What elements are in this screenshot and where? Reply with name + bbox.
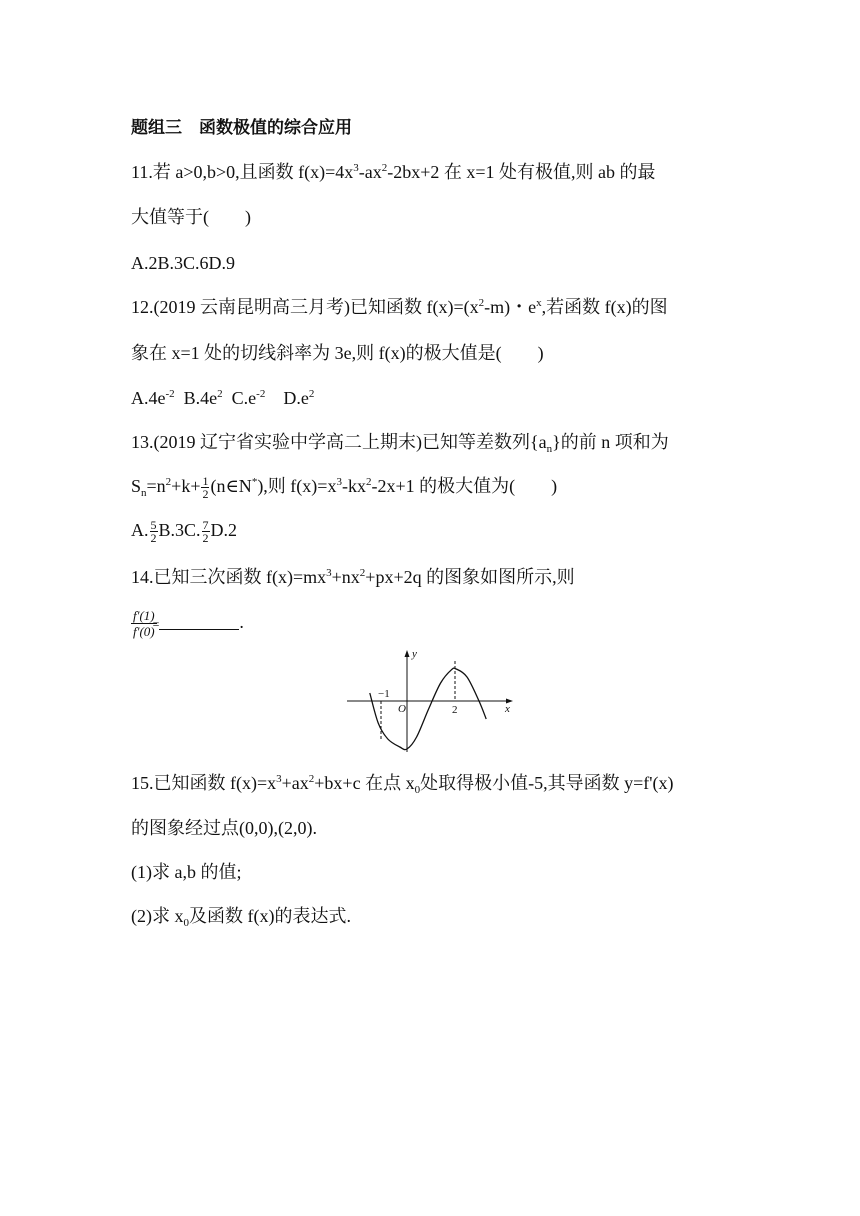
- q15-sup3: 3: [276, 773, 282, 785]
- q15-text-a: 15.已知函数 f(x)=x: [131, 773, 277, 793]
- tick-label-neg1: −1: [378, 688, 390, 700]
- q14-line1: [131, 565, 575, 589]
- q13-text-k: +k+: [171, 476, 201, 496]
- q11-options: A.2B.3C.6D.9: [131, 253, 236, 273]
- q13-text-kx: -kx: [341, 476, 366, 496]
- q12-options: [131, 386, 314, 410]
- q14-answer-blank: [159, 615, 239, 630]
- q13-opt-a-frac: [150, 519, 158, 544]
- q13-options: [131, 518, 237, 544]
- q13-sup2b: 2: [365, 476, 372, 488]
- q13-frac-den: 2: [202, 487, 209, 502]
- q13-opt-d: D.2: [210, 520, 238, 540]
- q15-text-d: 处取得极小值-5,其导函数 y=f'(x): [420, 773, 674, 793]
- q13-line1: [131, 430, 669, 454]
- cubic-function-graph: [345, 648, 520, 754]
- q15-text-c: +bx+c 在点 x: [314, 773, 415, 793]
- q11-sup3: 3: [353, 162, 359, 174]
- q14-text-b: +nx: [331, 567, 360, 587]
- section-title: 题组三 函数极值的综合应用: [131, 118, 352, 138]
- cubic-curve: [370, 668, 486, 750]
- q13-text-fx: ),则 f(x)=x: [257, 476, 337, 496]
- y-axis-arrow: [405, 650, 410, 657]
- q12-text-b: -m)・e: [484, 297, 537, 317]
- q13-s-sub: n: [141, 487, 147, 499]
- q15-sub0: 0: [414, 784, 421, 796]
- q14-sup2: 2: [359, 567, 366, 579]
- q14-frac-num: f′(1): [133, 608, 155, 624]
- q12-text-a: 12.(2019 云南昆明高三月考)已知函数 f(x)=(x: [131, 297, 479, 317]
- q15-text-b: +ax: [281, 773, 309, 793]
- q14-frac-den: f′(0): [133, 624, 155, 640]
- q13-opt-a-num: 5: [150, 518, 157, 533]
- q13-sup2a: 2: [165, 476, 172, 488]
- q14-text-c: +px+2q 的图象如图所示,则: [365, 567, 575, 587]
- q12-opt-d-sup: 2: [308, 388, 315, 400]
- q12-opt-c: C.e: [222, 388, 257, 408]
- y-axis-label: y: [412, 648, 417, 660]
- q12-opt-d: D.e: [265, 388, 309, 408]
- q15-sup2: 2: [308, 773, 315, 785]
- q12-opt-a: A.4e: [131, 388, 166, 408]
- q13-opt-c-frac: [202, 519, 210, 544]
- q13-text-a: 13.(2019 辽宁省实验中学高二上期末)已知等差数列{a: [131, 432, 547, 452]
- q13-opt-c-den: 2: [202, 531, 209, 546]
- q15-part2-b: 及函数 f(x)的表达式.: [189, 906, 351, 926]
- q12-line2: 象在 x=1 处的切线斜率为 3e,则 f(x)的极大值是( ): [131, 343, 544, 363]
- q14-sup3: 3: [326, 567, 332, 579]
- q12-opt-b: B.4e: [174, 388, 218, 408]
- q11-text-c: -2bx+2 在 x=1 处有极值,则 ab 的最: [387, 162, 656, 182]
- origin-label: O: [398, 703, 406, 715]
- q11-sup2: 2: [381, 162, 388, 174]
- q13-opt-c-num: 7: [202, 518, 209, 533]
- q15-part1: (1)求 a,b 的值;: [131, 862, 242, 882]
- q13-frac-half: [201, 475, 209, 500]
- x-axis-label: x: [505, 703, 510, 715]
- q13-frac-num: 1: [202, 474, 209, 489]
- q12-opt-c-sup: -2: [256, 388, 266, 400]
- q11-line2: 大值等于( ): [131, 207, 251, 227]
- q14-line2: [131, 604, 244, 642]
- q13-sup3: 3: [336, 476, 342, 488]
- q12-opt-b-sup: 2: [217, 388, 223, 400]
- q14-text-a: 14.已知三次函数 f(x)=mx: [131, 567, 327, 587]
- q13-opt-a: A.: [131, 520, 149, 540]
- q13-text-end: -2x+1 的极大值为( ): [371, 476, 558, 496]
- q14-eq: =: [152, 617, 160, 631]
- q15-part2-sub: 0: [183, 917, 189, 929]
- q15-line1: [131, 771, 673, 795]
- q15-part2: [131, 904, 351, 928]
- q13-opt-b: B.3C.: [158, 520, 201, 540]
- q13-text-b: }的前 n 项和为: [552, 432, 669, 452]
- q11-line1: [131, 160, 656, 184]
- q13-text-n2: =n: [146, 476, 166, 496]
- q15-part2-a: (2)求 x: [131, 906, 184, 926]
- q13-s: S: [131, 476, 142, 496]
- q11-text-b: -ax: [358, 162, 382, 182]
- q13-sub-n: n: [546, 443, 553, 455]
- q12-opt-a-sup: -2: [165, 388, 175, 400]
- q12-line1: [131, 295, 668, 319]
- q13-star: *: [251, 476, 258, 488]
- q13-text-nin: (n∈N: [210, 476, 252, 496]
- q13-opt-a-den: 2: [150, 531, 157, 546]
- q12-supx: x: [536, 297, 542, 309]
- q12-sup2: 2: [478, 297, 485, 309]
- q11-text-a: 11.若 a>0,b>0,且函数 f(x)=4x: [131, 162, 354, 182]
- q14-end: .: [239, 612, 244, 632]
- q13-line2: [131, 474, 557, 500]
- q15-line2: 的图象经过点(0,0),(2,0).: [131, 818, 317, 838]
- q12-text-c: ,若函数 f(x)的图: [541, 297, 668, 317]
- tick-label-2: 2: [452, 704, 458, 716]
